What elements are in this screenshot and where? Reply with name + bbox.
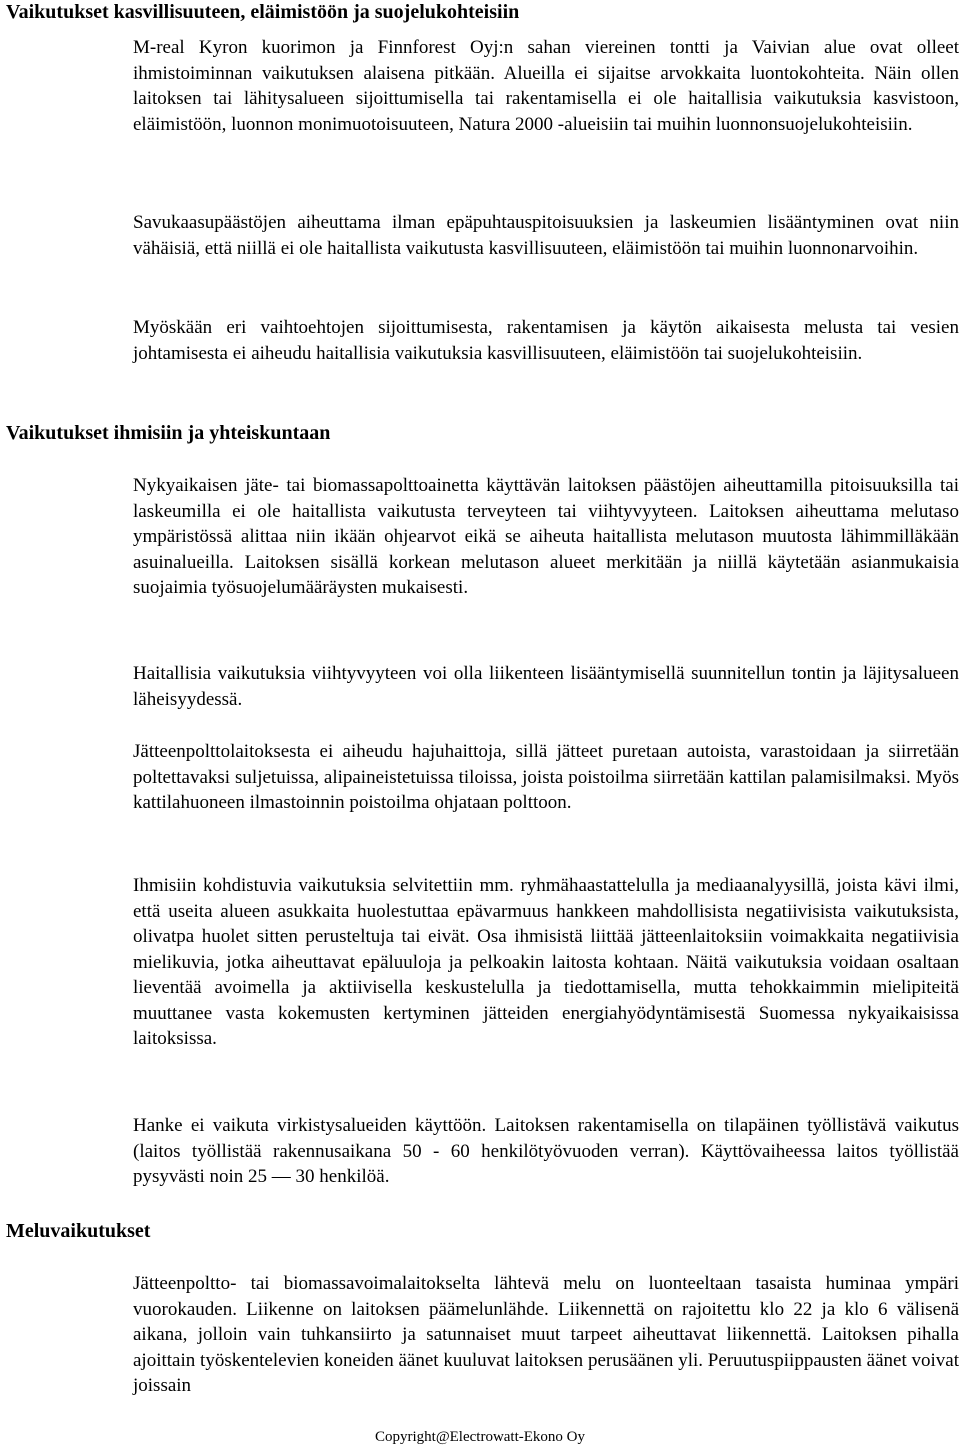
paragraph-people-5: Hanke ei vaikuta virkistysalueiden käyttöön. Laitoksen rakentamisella on tilapäinen työllistävä vaikutus (laitos työllistää rakennusaikana 50 - 60 henkilötyövuoden verran). Käyttövaiheessa laitos työllistää pysyvästi noin 25 — 30 henkilöä.: [133, 1115, 959, 1187]
paragraph-people-2: Haitallisia vaikutuksia viihtyvyyteen voi olla liikenteen lisääntymisellä suunnitellun tontin ja läjitysalueen läheisyydessä.: [133, 663, 959, 710]
section-heading-nature: Vaikutukset kasvillisuuteen, eläimistöön ja suojelukohteisiin: [6, 1, 520, 23]
section-heading-noise: Meluvaikutukset: [6, 1220, 151, 1242]
paragraph-people-3: Jätteenpolttolaitoksesta ei aiheudu hajuhaittoja, sillä jätteet puretaan autoista, varastoidaan ja siirretään poltettavaksi suljetuissa, alipaineistetuissa tiloissa, joista poistoilma siirretään kattilan palamisilmaksi. Myös kattilahuoneen ilmastoinnin poistoilma ohjataan polttoon.: [133, 741, 959, 813]
paragraph-people-4: Ihmisiin kohdistuvia vaikutuksia selvitettiin mm. ryhmähaastattelulla ja mediaanalyysillä, joista kävi ilmi, että useita alueen asukkaita huolestuttaa epävarmuus hankkeen mahdollisista negatiivisista vaikutuksista, olivatpa huolet sitten perusteltuja tai eivät. Osa ihmisistä liittää jätteenlaitoksiin voimakkaita negatiivisia mielikuvia, jotka aiheuttavat epäluuloja ja pelkoakin laitosta kohtaan. Näitä vaikutuksia voidaan osaltaan lieventää avoimella ja aktiivisella keskustelulla ja tiedottamisella, mutta tehokkaimmin mielipiteitä muuttanee vasta kokemusten kertyminen jätteiden energiahyödyntämisestä Suomessa nykyaikaisissa laitoksissa.: [133, 875, 959, 1049]
paragraph-nature-1: M-real Kyron kuorimon ja Finnforest Oyj:n sahan viereinen tontti ja Vaivian alue ovat olleet ihmistoiminnan vaikutuksen alaisena pitkään. Alueilla ei sijaitse arvokkaita luontokohteita. Näin ollen laitoksen tai lähitysalueen sijoittumisella tai rakentamisella ei ole haitallisia vaikutuksia kasvistoon, eläimistöön, luonnon monimuotoisuuteen, Natura 2000 -alueisiin tai muihin luonnonsuojelukohteisiin.: [133, 37, 959, 135]
paragraph-nature-2: Savukaasupäästöjen aiheuttama ilman epäpuhtauspitoisuuksien ja laskeumien lisääntyminen ovat niin vähäisiä, että niillä ei ole haitallista vaikutusta kasvillisuuteen, eläimistöön tai muihin luonnonarvoihin.: [133, 212, 959, 259]
copyright-footer: Copyright@Electrowatt-Ekono Oy: [374, 1429, 586, 1445]
paragraph-people-1: Nykyaikaisen jäte- tai biomassapolttoainetta käyttävän laitoksen päästöjen aiheuttamilla pitoisuuksilla tai laskeumilla ei ole haitallista vaikutusta terveyteen tai viihtyvyyteen. Laitoksen aiheuttama melutaso ympäristössä alittaa niin ikään ohjearvot eikä se aiheuta haitallista melutason muutosta lähimmilläkään asuinalueilla. Laitoksen sisällä korkean melutason alueet merkitään ja niillä käytetään asianmukaisia suojaimia työsuojelumääräysten mukaisesti.: [133, 475, 959, 598]
paragraph-noise-1: Jätteenpoltto- tai biomassavoimalaitokselta lähtevä melu on luonteeltaan tasaista huminaa ympäri vuorokauden. Liikenne on laitoksen päämelunlähde. Liikennettä on rajoitettu klo 22 ja klo 6 välisenä aikana, jolloin vain tuhkansiirto ja satunnaiset muut tarpeet aiheuttavat liikennettä. Laitoksen pihalla ajoittain työskentelevien koneiden äänet kuuluvat laitoksen perusäänen yli. Peruutuspiippausten äänet voivat joissain: [133, 1273, 959, 1396]
section-heading-people: Vaikutukset ihmisiin ja yhteiskuntaan: [6, 422, 331, 444]
paragraph-nature-3: Myöskään eri vaihtoehtojen sijoittumisesta, rakentamisen ja käytön aikaisesta melusta tai vesien johtamisesta ei aiheudu haitallisia vaikutuksia kasvillisuuteen, eläimistöön tai suojelukohteisiin.: [133, 317, 959, 364]
